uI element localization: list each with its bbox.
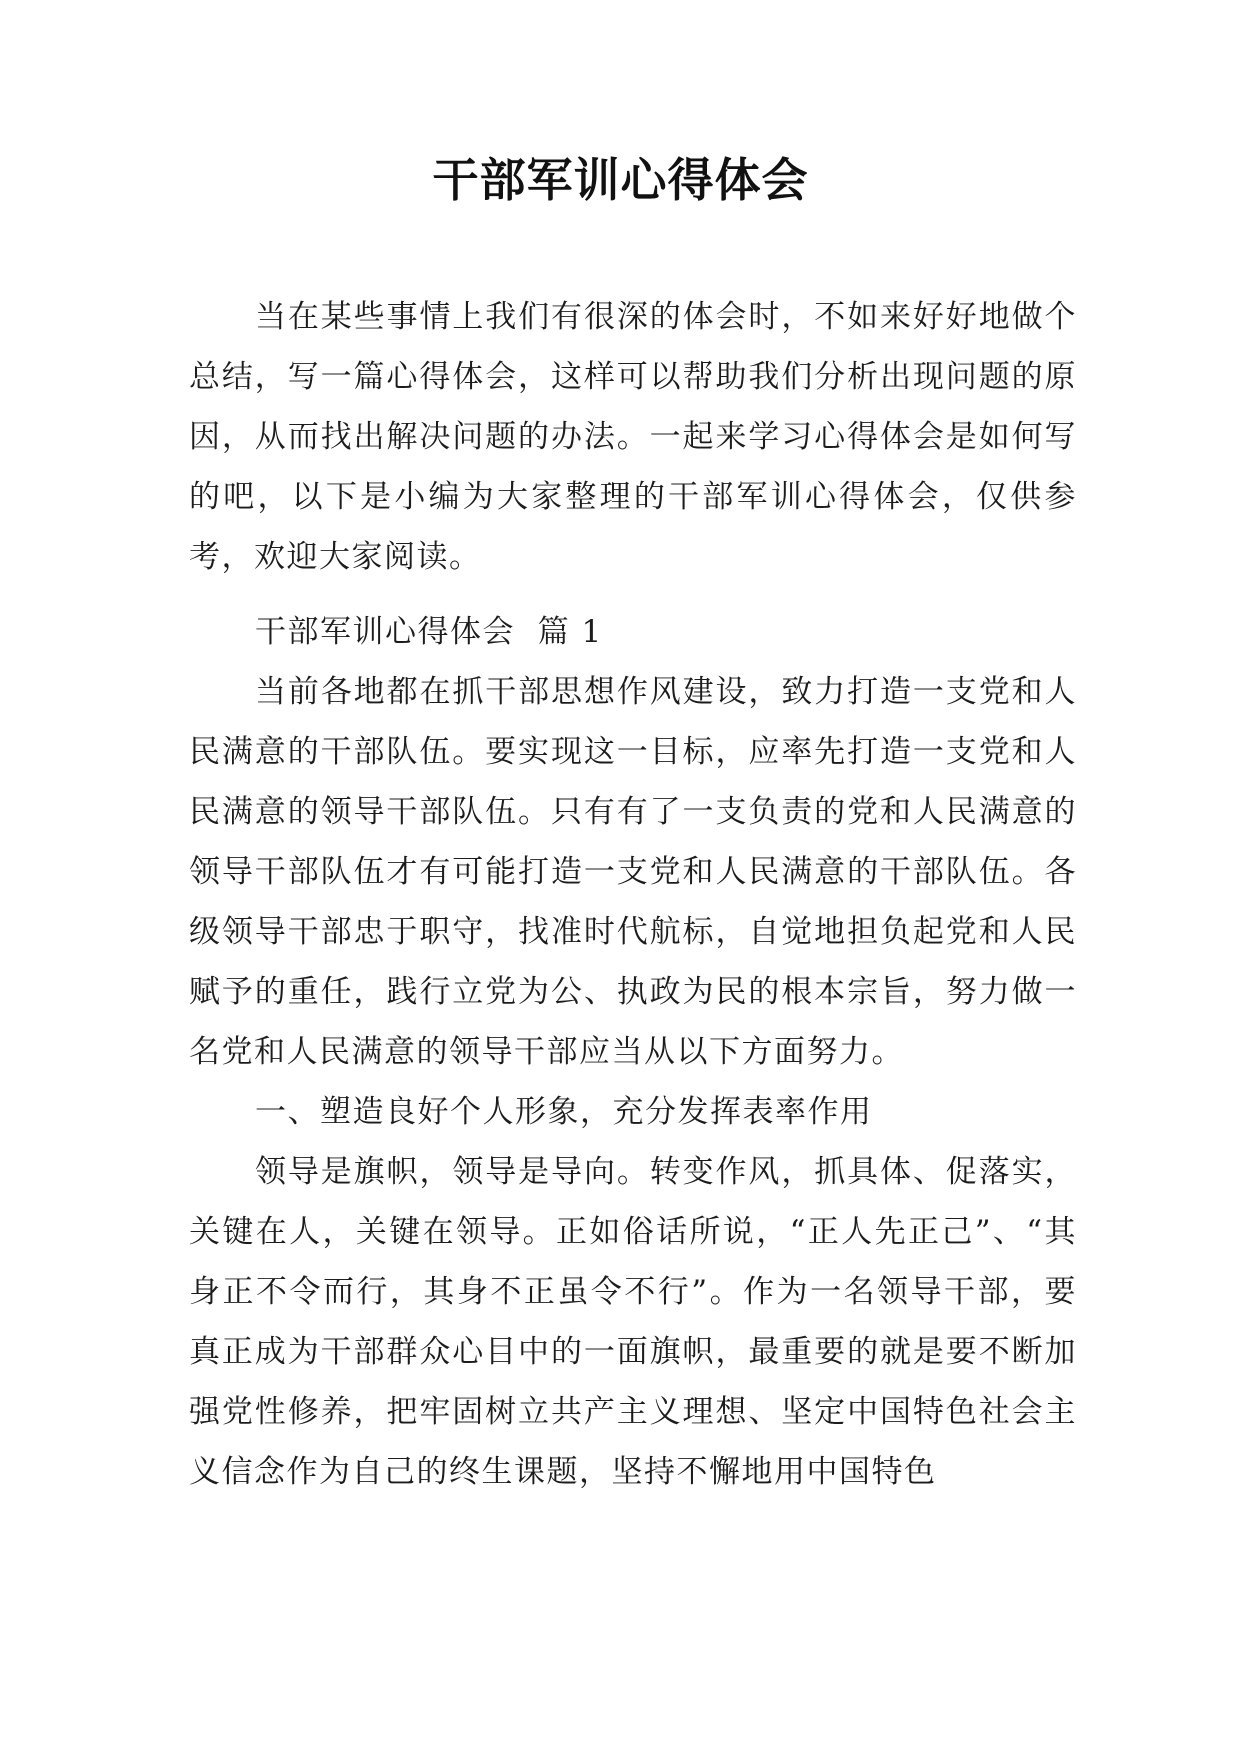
- intro-paragraph: 当在某些事情上我们有很深的体会时，不如来好好地做个总结，写一篇心得体会，这样可以帮助我们分析出现问题的原因，从而找出解决问题的办法。一起来学习心得体会是如何写的吧，以下是小编为大家整理的干部军训心得体会，仅供参考，欢迎大家阅读。: [189, 299, 1077, 575]
- body-paragraph: 领导是旗帜，领导是导向。转变作风，抓具体、促落实，关键在人，关键在领导。正如俗话所说，“正人先正己”、“其身正不令而行，其身不正虽令不行”。作为一名领导干部，要真正成为干部群众心目中的一面旗帜，最重要的就是要不断加强党性修养，把牢固树立共产主义理想、坚定中国特色社会主义信念作为自己的终生课题，坚持不懈地用中国特色: [189, 1154, 1077, 1490]
- article-section: [189, 602, 1077, 1502]
- subsection-heading: 一、塑造良好个人形象，充分发挥表率作用: [255, 1094, 873, 1130]
- body-paragraph: 当前各地都在抓干部思想作风建设，致力打造一支党和人民满意的干部队伍。要实现这一目标，应率先打造一支党和人民满意的领导干部队伍。只有有了一支负责的党和人民满意的领导干部队伍才有可能打造一支党和人民满意的干部队伍。各级领导干部忠于职守，找准时代航标，自觉地担负起党和人民赋予的重任，践行立党为公、执政为民的根本宗旨，努力做一名党和人民满意的领导干部应当从以下方面努力。: [189, 674, 1077, 1070]
- part-heading: 干部军训心得体会 篇 1: [255, 614, 603, 650]
- document-title: 干部军训心得体会: [432, 153, 809, 207]
- intro-section: [189, 287, 1077, 587]
